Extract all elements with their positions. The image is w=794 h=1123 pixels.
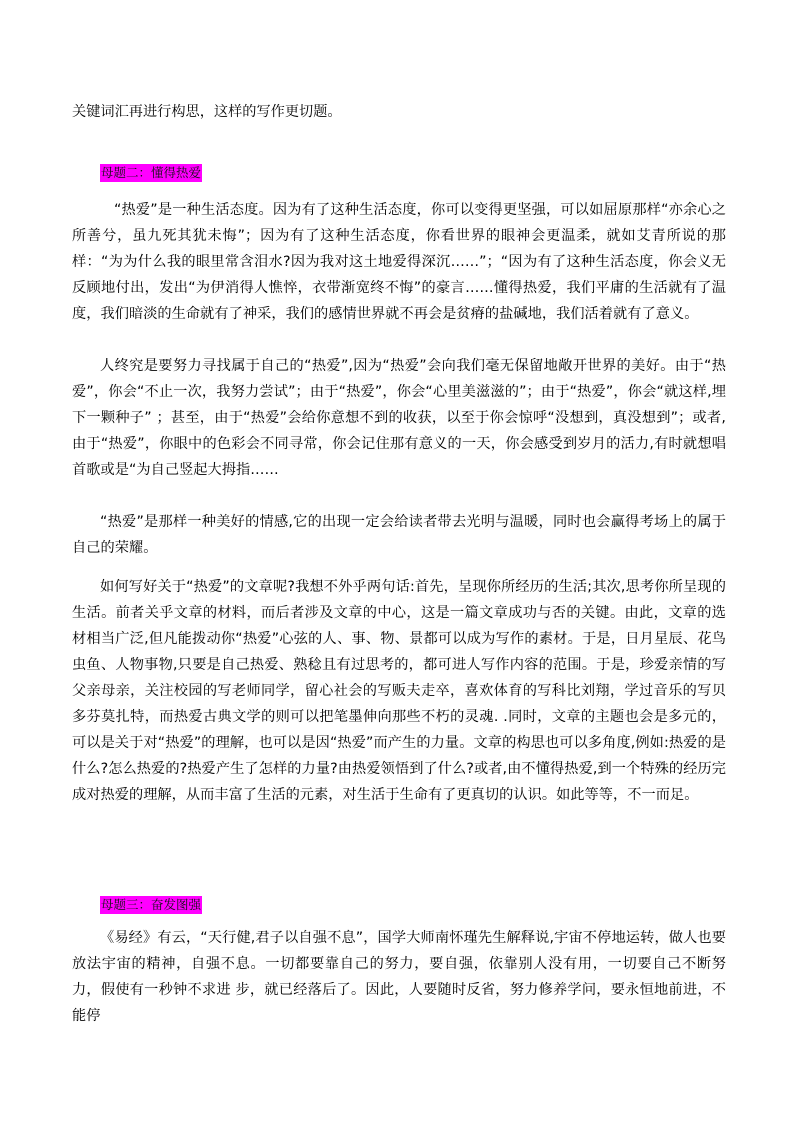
paragraph-love-definition: “热爱”是一种生活态度。因为有了这种生活态度，你可以变得更坚强，可以如屈原那样“亦余心之所善兮，虽九死其犹未悔”；因为有了这种生活态度，你看世界的眼神会更温柔，就如艾青所说的那样：“为为什么我的眼里常含泪水?因为我对这土地爱得深沉……”；“因为有了这种生活态度，你会义无反顾地付出，发出“为伊消得人憔悴，衣带渐宽终不悔”的豪言……懂得热爱，我们平庸的生活就有了温度，我们暗淡的生命就有了神采，我们的感情世界就不再会是贫瘠的盐碱地，我们活着就有了意义。	[72, 202, 726, 322]
section-heading-love: 母题二：懂得热爱	[101, 165, 202, 180]
document-page	[72, 0, 726, 1123]
section-heading-striving: 母题三：奋发图强	[101, 897, 202, 912]
paragraph-striving-yijing: 《易经》有云，“天行健,君子以自强不息”，国学大师南怀瑾先生解释说,宇宙不停地运转，做人也要放法宇宙的精神，自强不息。一切都要靠自己的努力，要自强，依靠别人没有用，一切要自己不断努力，假使有一秒钟不求进 步，就已经落后了。因此，人要随时反省，努力修养学问，要永恒地前进，不能停	[72, 930, 726, 1024]
paragraph-love-emotion: “热爱”是那样一种美好的情感,它的出现一定会给读者带去光明与温暖，同时也会赢得考场上的属于自己的荣耀。	[72, 514, 726, 556]
paragraph-love-writing-tips: 如何写好关于“热爱”的文章呢?我想不外乎两句话:首先，呈现你所经历的生活;其次,思考你所呈现的生活。前者关乎文章的材料，而后者涉及文章的中心，这是一篇文章成功与否的关键。由此，文章的选材相当广泛,但凡能拨动你“热爱”心弦的人、事、物、景都可以成为写作的素材。于是，日月星辰、花鸟虫鱼、人物事物,只要是自己热爱、熟稔且有过思考的，都可进人写作内容的范围。于是，珍爱亲情的写父亲母亲，关注校园的写老师同学，留心社会的写贩夫走卒，喜欢体育的写科比刘翔，学过音乐的写贝多芬莫扎特，而热爱古典文学的则可以把笔墨伸向那些不朽的灵魂. .同时，文章的主题也会是多元的，可以是关于对“热爱”的理解，也可以是因“热爱”而产生的力量。文章的构思也可以多角度,例如:热爱的是什么?怎么热爱的?热爱产生了怎样的力量?由热爱领悟到了什么?或者,由不懂得热爱,到一个特殊的经历完成对热爱的理解，从而丰富了生活的元素，对生活于生命有了更真切的认识。如此等等，不一而足。	[72, 579, 726, 803]
paragraph-love-search: 人终究是要努力寻找属于自己的“热爱”,因为“热爱”会向我们毫无保留地敞开世界的美好。由于“热爱”，你会“不止一次，我努力尝试”；由于“热爱”，你会“心里美滋滋的”；由于“热爱”，你会“就这样,埋下一颗种子” ；甚至，由于“热爱”会给你意想不到的收获，以至于你会惊呼“没想到，真没想到”；或者,由于“热爱”，你眼中的色彩会不同寻常，你会记住那有意义的一天，你会感受到岁月的活力,有时就想唱首歌或是“为自己竖起大拇指……	[72, 358, 726, 478]
continued-text-line: 关键词汇再进行构思，这样的写作更切题。	[72, 104, 342, 120]
